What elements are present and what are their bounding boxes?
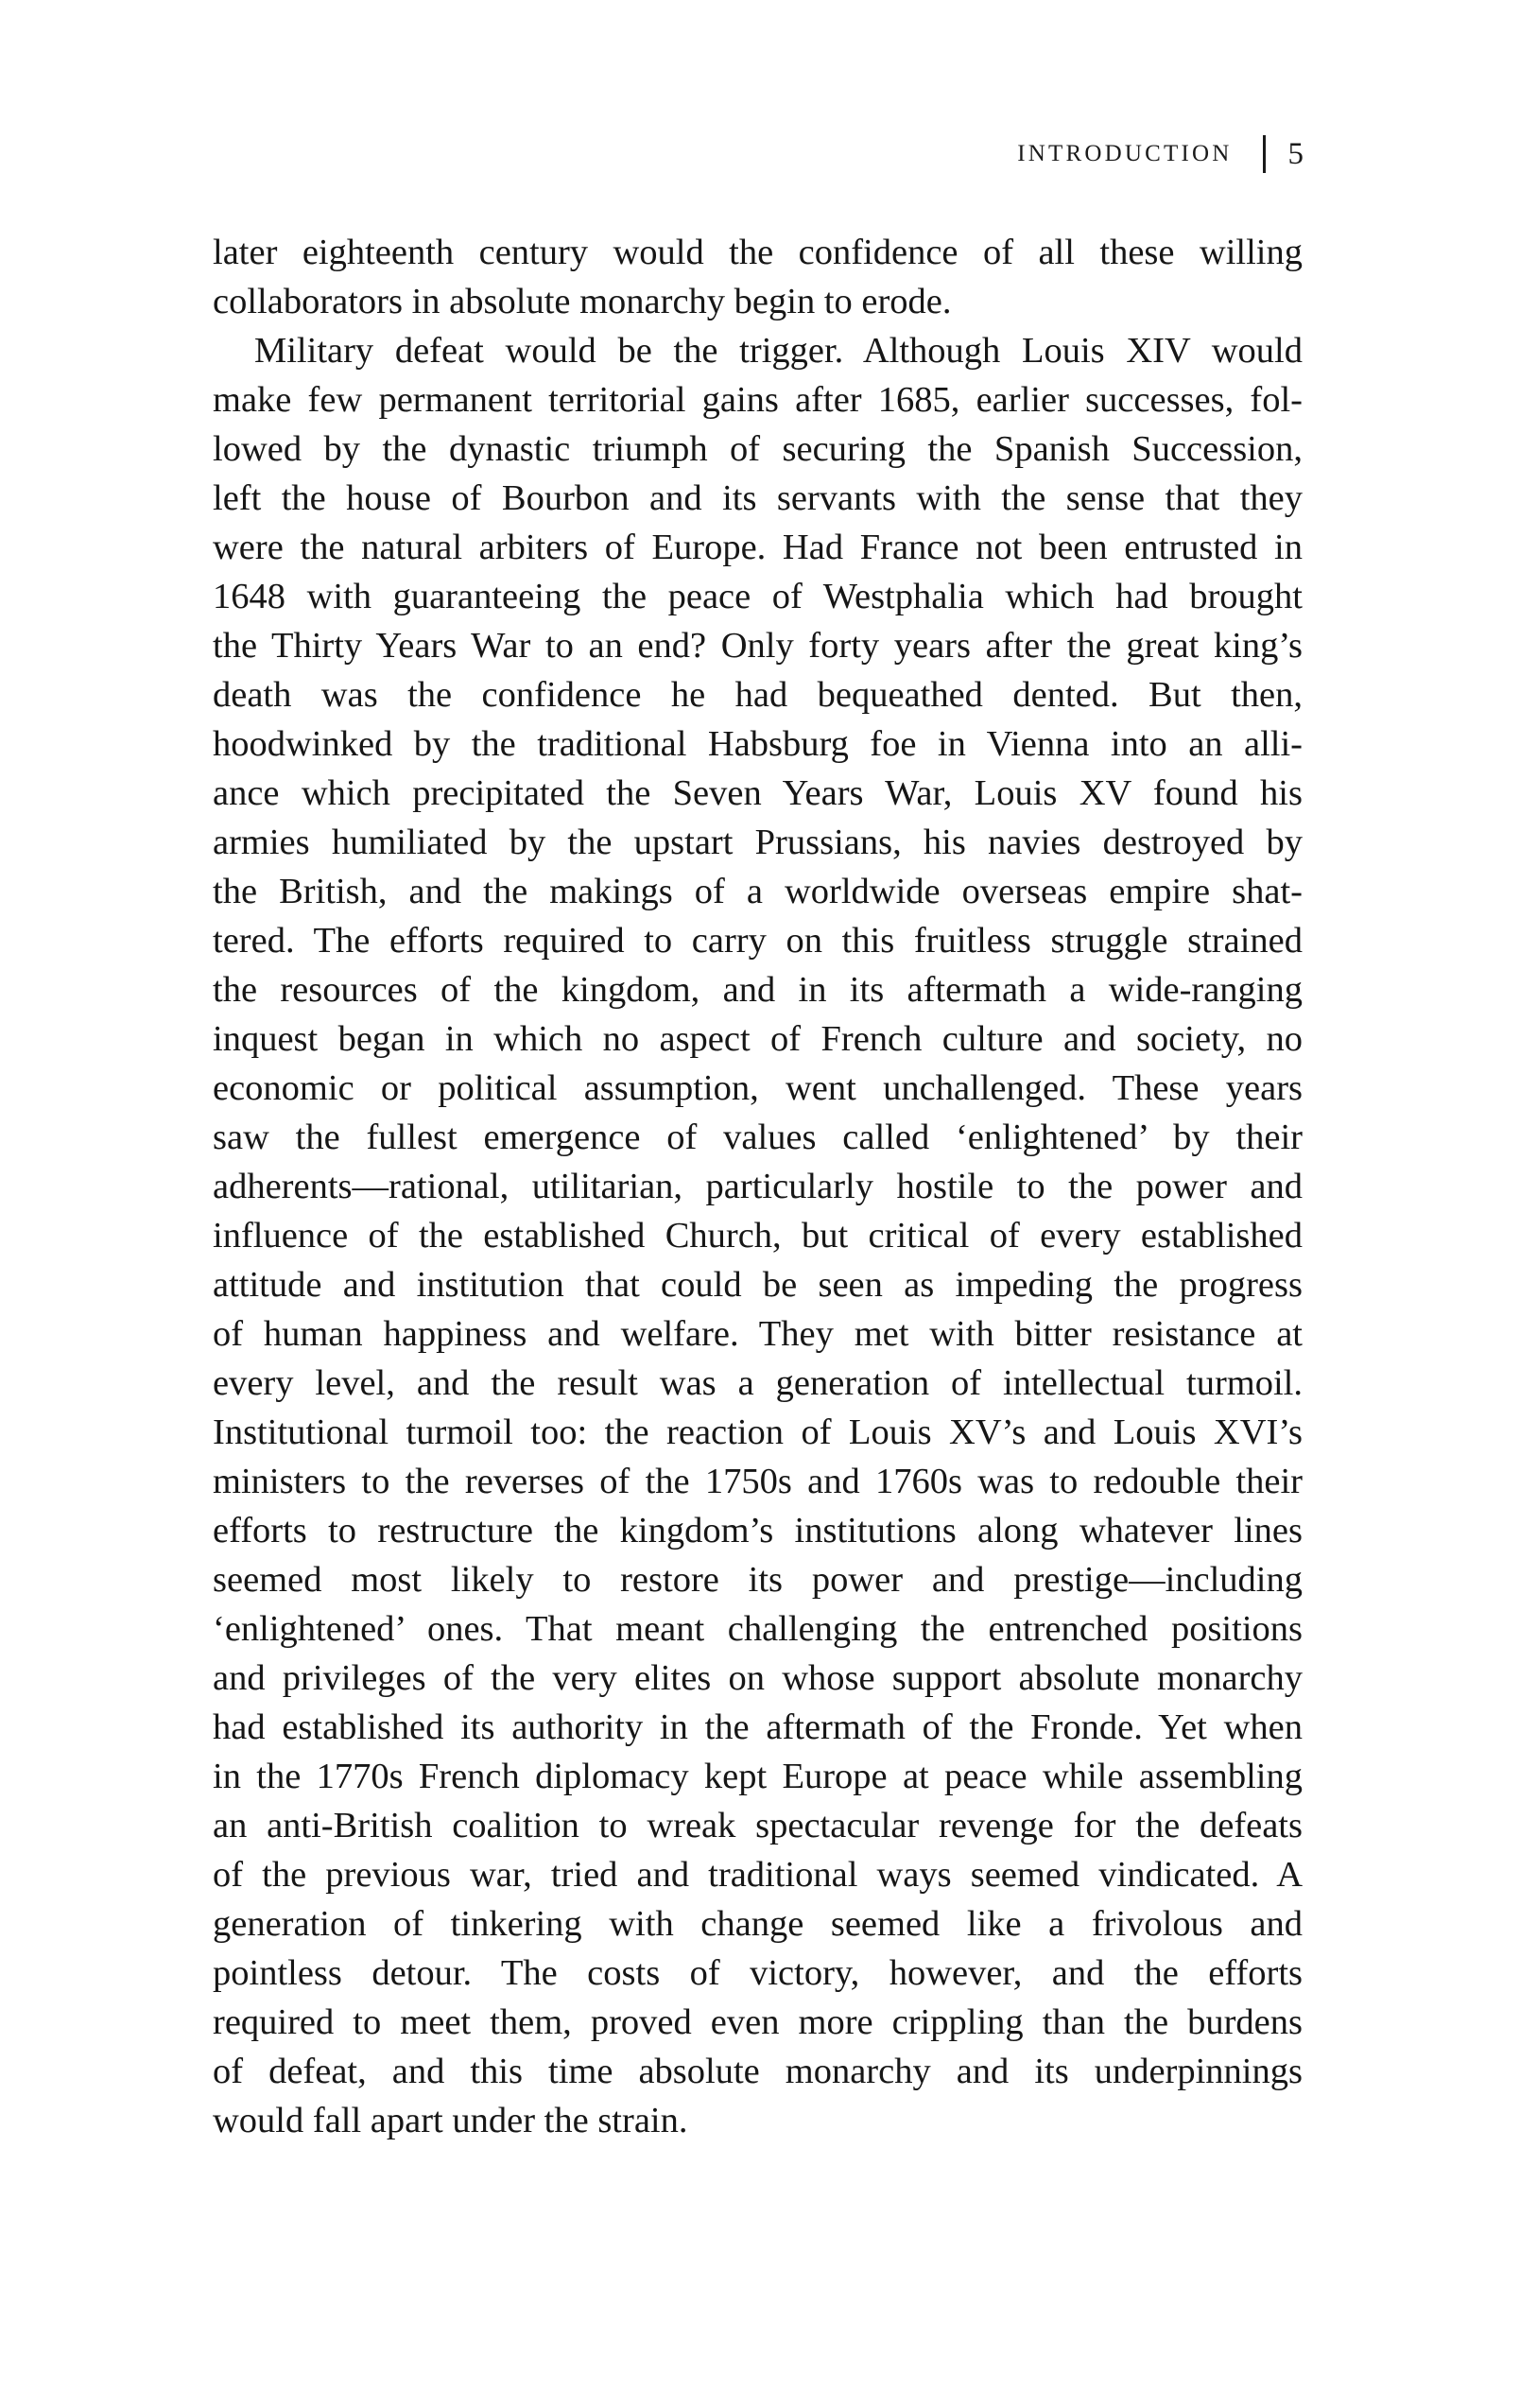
text-line: every level, and the result was a generation of intellectual turmoil. bbox=[213, 1363, 1303, 1403]
text-line: economic or political assumption, went unchallenged. These years bbox=[213, 1068, 1303, 1108]
text-line: in the 1770s French diplomacy kept Europe at peace while assembling bbox=[213, 1757, 1303, 1796]
body-text bbox=[213, 228, 1303, 2145]
section-title: INTRODUCTION bbox=[1017, 141, 1233, 166]
text-line: the Thirty Years War to an end? Only forty years after the great king’s bbox=[213, 626, 1303, 666]
text-line: later eighteenth century would the confidence of all these willing bbox=[213, 233, 1303, 272]
text-line: inquest began in which no aspect of French culture and society, no bbox=[213, 1019, 1303, 1059]
text-line: and privileges of the very elites on whose support absolute monarchy bbox=[213, 1658, 1303, 1698]
text-line: the resources of the kingdom, and in its aftermath a wide-ranging bbox=[213, 970, 1303, 1010]
text-line: Institutional turmoil too: the reaction of Louis XV’s and Louis XVI’s bbox=[213, 1412, 1303, 1452]
header-divider bbox=[1263, 135, 1266, 173]
text-line: hoodwinked by the traditional Habsburg foe in Vienna into an alli- bbox=[213, 724, 1303, 764]
text-line: efforts to restructure the kingdom’s institutions along whatever lines bbox=[213, 1511, 1303, 1550]
text-line: seemed most likely to restore its power and prestige—including bbox=[213, 1560, 1303, 1600]
text-line: death was the confidence he had bequeathed dented. But then, bbox=[213, 675, 1303, 715]
text-line: tered. The efforts required to carry on this fruitless struggle strained bbox=[213, 921, 1303, 961]
text-line: the British, and the makings of a worldwide overseas empire shat- bbox=[213, 872, 1303, 911]
text-line: adherents—rational, utilitarian, particularly hostile to the power and bbox=[213, 1167, 1303, 1206]
text-line: left the house of Bourbon and its servants with the sense that they bbox=[213, 478, 1303, 518]
text-line: of human happiness and welfare. They met with bitter resistance at bbox=[213, 1314, 1303, 1354]
page-number: 5 bbox=[1287, 136, 1304, 171]
text-line: ministers to the reverses of the 1750s and 1760s was to redouble their bbox=[213, 1462, 1303, 1501]
text-line: attitude and institution that could be seen as impeding the progress bbox=[213, 1265, 1303, 1305]
text-line: generation of tinkering with change seemed like a frivolous and bbox=[213, 1904, 1303, 1944]
text-line: saw the fullest emergence of values called ‘enlightened’ by their bbox=[213, 1117, 1303, 1157]
text-line: ‘enlightened’ ones. That meant challenging the entrenched positions bbox=[213, 1609, 1303, 1649]
text-line: of defeat, and this time absolute monarchy and its underpinnings bbox=[213, 2052, 1303, 2091]
text-line: influence of the established Church, but critical of every established bbox=[213, 1216, 1303, 1256]
text-line: make few permanent territorial gains after 1685, earlier successes, fol- bbox=[213, 380, 1303, 420]
text-line: 1648 with guaranteeing the peace of Westphalia which had brought bbox=[213, 577, 1303, 616]
text-line: had established its authority in the aftermath of the Fronde. Yet when bbox=[213, 1707, 1303, 1747]
text-line: an anti-British coalition to wreak spectacular revenge for the defeats bbox=[213, 1806, 1303, 1845]
paragraph-first-line: Military defeat would be the trigger. Although Louis XIV would bbox=[254, 331, 1303, 371]
running-head bbox=[1017, 132, 1304, 176]
text-line: collaborators in absolute monarchy begin to erode. bbox=[213, 282, 952, 321]
text-line: pointless detour. The costs of victory, however, and the efforts bbox=[213, 1953, 1303, 1993]
text-line: ance which precipitated the Seven Years War, Louis XV found his bbox=[213, 773, 1303, 813]
text-line: would fall apart under the strain. bbox=[213, 2101, 688, 2140]
text-line: armies humiliated by the upstart Prussians, his navies destroyed by bbox=[213, 823, 1303, 862]
text-line: lowed by the dynastic triumph of securing the Spanish Succession, bbox=[213, 429, 1303, 469]
text-line: were the natural arbiters of Europe. Had France not been entrusted in bbox=[213, 528, 1303, 567]
text-line: of the previous war, tried and traditional ways seemed vindicated. A bbox=[213, 1855, 1303, 1895]
text-line: required to meet them, proved even more crippling than the burdens bbox=[213, 2002, 1303, 2042]
